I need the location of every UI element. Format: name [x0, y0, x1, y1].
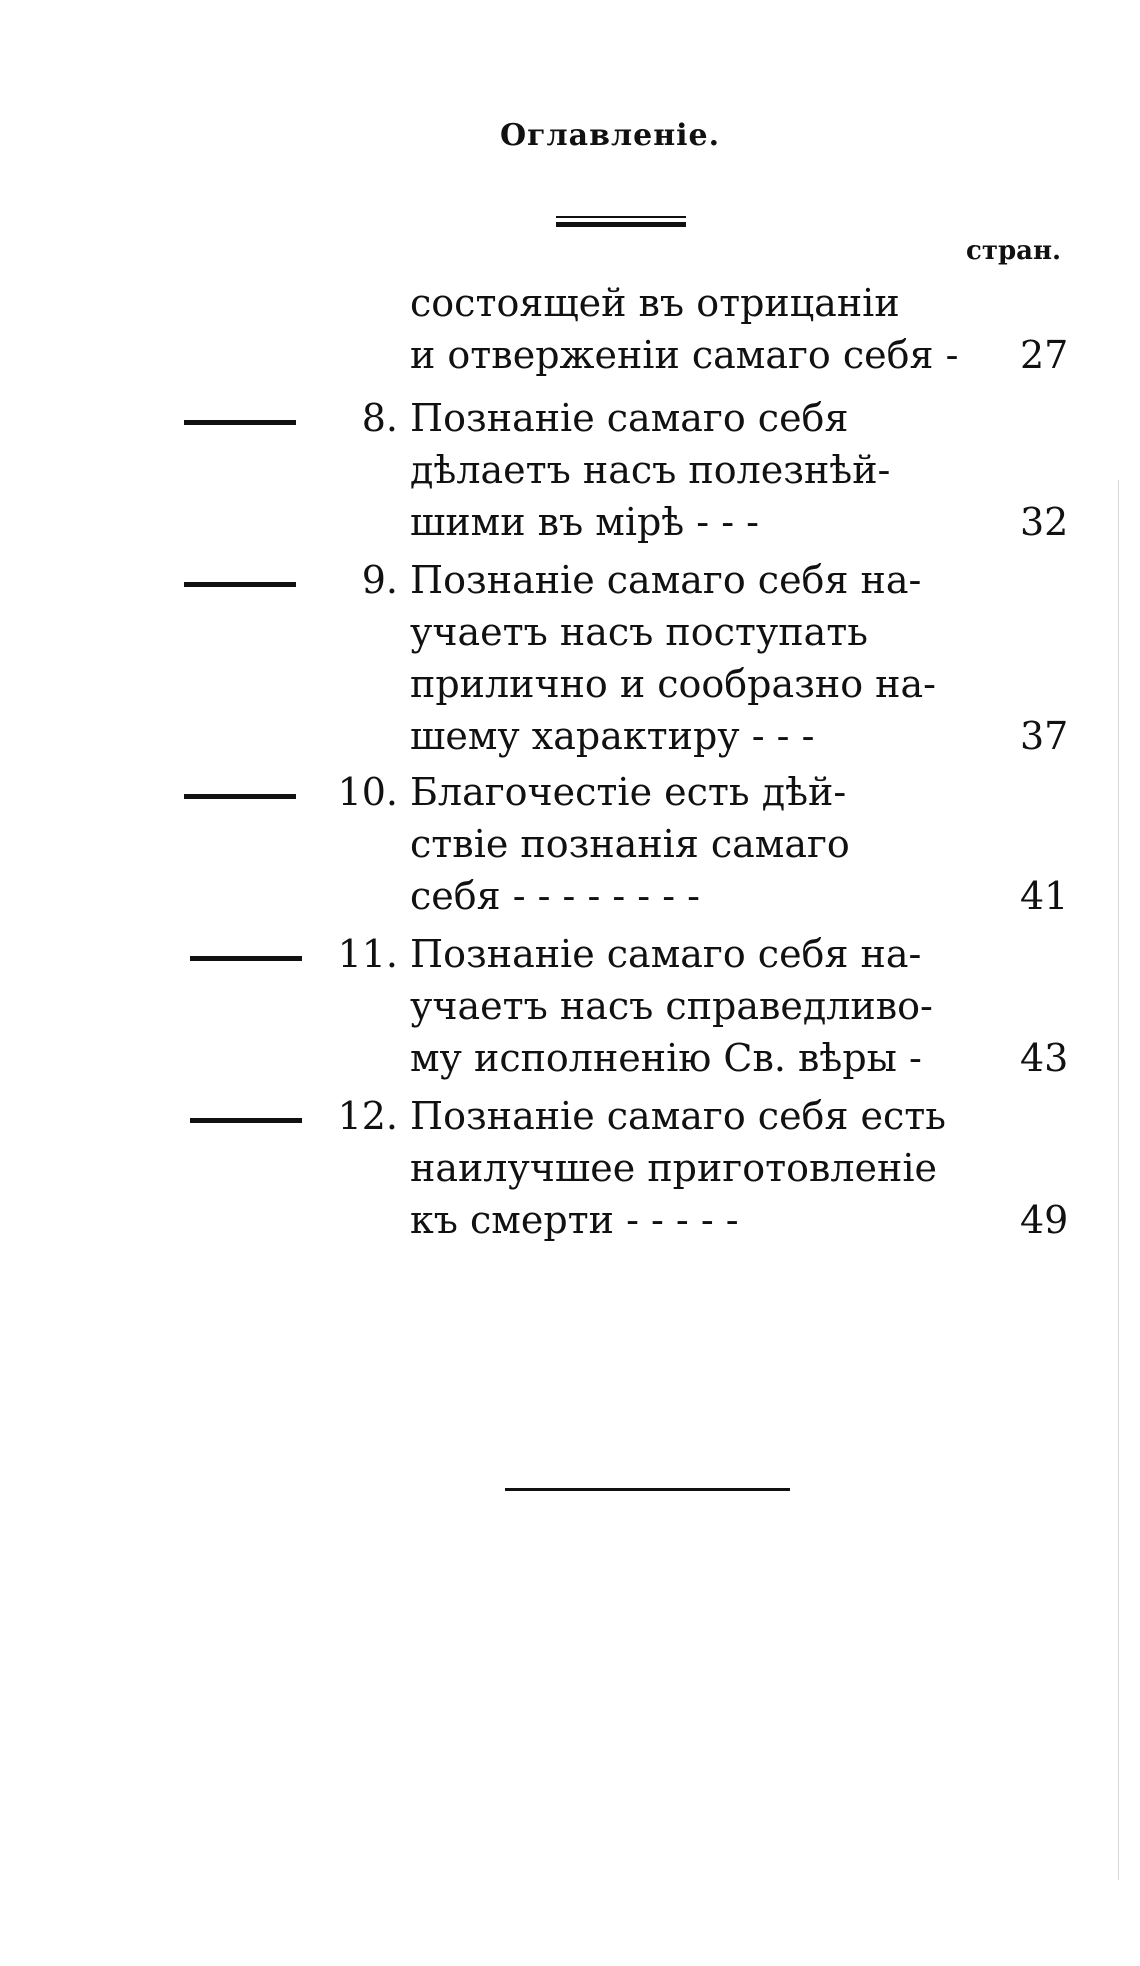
toc-entry-line: шему характиру - - -: [410, 714, 815, 758]
toc-page-number: 43: [1020, 1036, 1069, 1080]
toc-page-number: 37: [1020, 714, 1069, 758]
toc-entry-line: Познаніе самаго себя на-: [410, 558, 922, 602]
entry-dash: [184, 582, 296, 587]
toc-entry-line: учаетъ насъ поступать: [410, 610, 868, 654]
page-title: Оглавленіе.: [500, 118, 721, 153]
page-column-label: стран.: [966, 236, 1062, 266]
toc-entry-line: шими въ мірѣ - - -: [410, 500, 759, 544]
toc-entry-line: состоящей въ отрицаніи: [410, 281, 900, 325]
toc-entry-line: себя - - - - - - - -: [410, 874, 700, 918]
toc-entry-line: Познаніе самаго себя: [410, 396, 849, 440]
entry-dash: [190, 956, 302, 961]
toc-entry-number: 12.: [337, 1094, 398, 1138]
toc-entry-line: наилучшее приготовленіе: [410, 1146, 937, 1190]
toc-entry-line: дѣлаетъ насъ полезнѣй-: [410, 448, 891, 492]
toc-entry-line: прилично и сообразно на-: [410, 662, 936, 706]
title-rule: [556, 222, 686, 227]
end-rule: [505, 1488, 790, 1491]
toc-entry-line: къ смерти - - - - -: [410, 1198, 739, 1242]
entry-dash: [184, 794, 296, 799]
toc-page-number: 49: [1020, 1198, 1069, 1242]
toc-entry-line: Познаніе самаго себя на-: [410, 932, 922, 976]
toc-entry-number: 11.: [337, 932, 398, 976]
toc-page-number: 32: [1020, 500, 1069, 544]
title-rule-thin: [556, 216, 686, 218]
toc-entry-line: Благочестіе есть дѣй-: [410, 770, 847, 814]
margin-rule: [1118, 480, 1119, 1880]
toc-page-number: 41: [1020, 874, 1069, 918]
toc-entry-line: ствіе познанія самаго: [410, 822, 850, 866]
entry-dash: [190, 1118, 302, 1123]
toc-page-number: 27: [1020, 333, 1069, 377]
toc-entry-number: 10.: [337, 770, 398, 814]
toc-entry-number: 9.: [361, 558, 398, 602]
toc-entry-line: Познаніе самаго себя есть: [410, 1094, 946, 1138]
toc-entry-number: 8.: [361, 396, 398, 440]
toc-entry-line: му исполненію Св. вѣры -: [410, 1036, 922, 1080]
toc-entry-line: и отверженіи самаго себя -: [410, 333, 959, 377]
entry-dash: [184, 420, 296, 425]
toc-entry-line: учаетъ насъ справедливо-: [410, 984, 933, 1028]
